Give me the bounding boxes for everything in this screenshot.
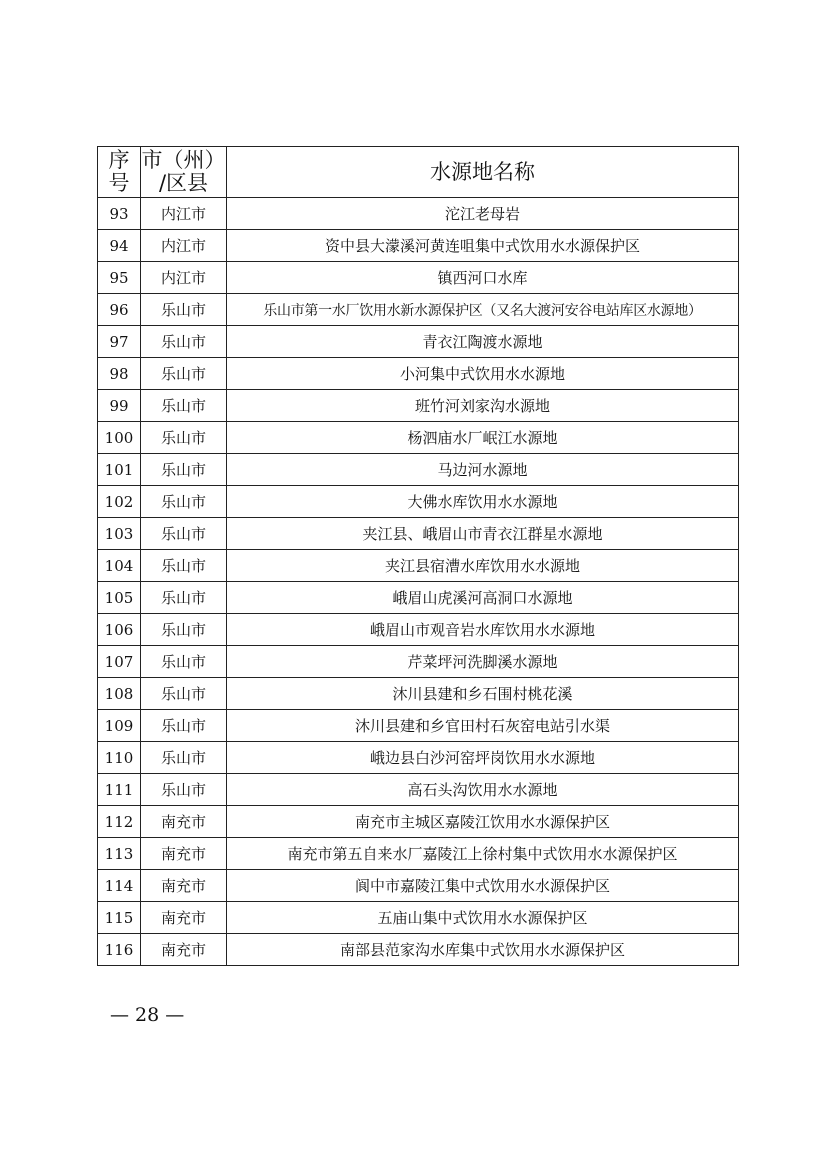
cell-city: 乐山市 — [141, 742, 227, 774]
cell-city: 乐山市 — [141, 646, 227, 678]
cell-source-name: 芹菜坪河洗脚溪水源地 — [227, 646, 739, 678]
cell-city: 南充市 — [141, 902, 227, 934]
header-city-district — [141, 147, 227, 198]
table-row — [98, 262, 739, 294]
cell-source-name: 乐山市第一水厂饮用水新水源保护区（又名大渡河安谷电站库区水源地） — [227, 294, 739, 326]
cell-source-name: 峨眉山虎溪河高洞口水源地 — [227, 582, 739, 614]
cell-serial-number: 95 — [98, 262, 141, 294]
cell-city: 乐山市 — [141, 422, 227, 454]
header-city-line2: /区县 — [158, 171, 209, 195]
cell-city: 乐山市 — [141, 294, 227, 326]
cell-source-name: 小河集中式饮用水水源地 — [227, 358, 739, 390]
cell-city: 内江市 — [141, 262, 227, 294]
cell-serial-number: 106 — [98, 614, 141, 646]
table-row — [98, 422, 739, 454]
cell-source-name: 南部县范家沟水库集中式饮用水水源保护区 — [227, 934, 739, 966]
cell-source-name: 资中县大濛溪河黄连咀集中式饮用水水源保护区 — [227, 230, 739, 262]
header-serial-line1: 序 — [108, 148, 130, 172]
cell-city: 乐山市 — [141, 710, 227, 742]
cell-city: 南充市 — [141, 870, 227, 902]
cell-source-name: 南充市主城区嘉陵江饮用水水源保护区 — [227, 806, 739, 838]
cell-source-name: 夹江县宿漕水库饮用水水源地 — [227, 550, 739, 582]
table-body — [98, 198, 739, 966]
cell-source-name: 大佛水库饮用水水源地 — [227, 486, 739, 518]
cell-source-name: 阆中市嘉陵江集中式饮用水水源保护区 — [227, 870, 739, 902]
cell-city: 南充市 — [141, 934, 227, 966]
table-row — [98, 518, 739, 550]
cell-serial-number: 104 — [98, 550, 141, 582]
table-row — [98, 230, 739, 262]
cell-city: 乐山市 — [141, 550, 227, 582]
table-header — [98, 147, 739, 198]
cell-serial-number: 98 — [98, 358, 141, 390]
cell-serial-number: 100 — [98, 422, 141, 454]
page-number: — 28 — — [110, 1004, 185, 1026]
table-row — [98, 742, 739, 774]
cell-serial-number: 97 — [98, 326, 141, 358]
cell-city: 乐山市 — [141, 358, 227, 390]
cell-serial-number: 102 — [98, 486, 141, 518]
table-row — [98, 358, 739, 390]
cell-source-name: 杨泗庙水厂岷江水源地 — [227, 422, 739, 454]
cell-source-name: 五庙山集中式饮用水水源保护区 — [227, 902, 739, 934]
cell-city: 乐山市 — [141, 486, 227, 518]
cell-serial-number: 115 — [98, 902, 141, 934]
table-row — [98, 806, 739, 838]
table-row — [98, 198, 739, 230]
table-row — [98, 934, 739, 966]
table-row — [98, 326, 739, 358]
cell-serial-number: 108 — [98, 678, 141, 710]
cell-serial-number: 105 — [98, 582, 141, 614]
cell-serial-number: 101 — [98, 454, 141, 486]
cell-serial-number: 107 — [98, 646, 141, 678]
cell-serial-number: 103 — [98, 518, 141, 550]
cell-city: 乐山市 — [141, 582, 227, 614]
cell-serial-number: 112 — [98, 806, 141, 838]
water-source-table — [97, 146, 739, 966]
table-row — [98, 582, 739, 614]
cell-serial-number: 110 — [98, 742, 141, 774]
cell-serial-number: 99 — [98, 390, 141, 422]
cell-source-name: 青衣江陶渡水源地 — [227, 326, 739, 358]
cell-city: 乐山市 — [141, 774, 227, 806]
cell-city: 南充市 — [141, 838, 227, 870]
table-row — [98, 902, 739, 934]
cell-source-name: 镇西河口水库 — [227, 262, 739, 294]
cell-city: 乐山市 — [141, 454, 227, 486]
cell-source-name: 沐川县建和乡官田村石灰窑电站引水渠 — [227, 710, 739, 742]
cell-source-name: 班竹河刘家沟水源地 — [227, 390, 739, 422]
table-row — [98, 678, 739, 710]
cell-source-name: 峨边县白沙河窑坪岗饮用水水源地 — [227, 742, 739, 774]
cell-source-name: 沐川县建和乡石围村桃花溪 — [227, 678, 739, 710]
table-row — [98, 838, 739, 870]
cell-source-name: 高石头沟饮用水水源地 — [227, 774, 739, 806]
cell-source-name: 夹江县、峨眉山市青衣江群星水源地 — [227, 518, 739, 550]
cell-source-name: 南充市第五自来水厂嘉陵江上徐村集中式饮用水水源保护区 — [227, 838, 739, 870]
header-serial-number — [98, 147, 141, 198]
cell-serial-number: 109 — [98, 710, 141, 742]
table-row — [98, 710, 739, 742]
cell-serial-number: 114 — [98, 870, 141, 902]
cell-city: 乐山市 — [141, 678, 227, 710]
cell-city: 南充市 — [141, 806, 227, 838]
cell-source-name: 马边河水源地 — [227, 454, 739, 486]
cell-serial-number: 113 — [98, 838, 141, 870]
table-row — [98, 550, 739, 582]
cell-serial-number: 111 — [98, 774, 141, 806]
cell-serial-number: 116 — [98, 934, 141, 966]
cell-serial-number: 93 — [98, 198, 141, 230]
cell-serial-number: 94 — [98, 230, 141, 262]
header-source-name: 水源地名称 — [227, 147, 739, 198]
cell-city: 乐山市 — [141, 390, 227, 422]
cell-city: 乐山市 — [141, 326, 227, 358]
cell-city: 乐山市 — [141, 518, 227, 550]
table-row — [98, 614, 739, 646]
table-row — [98, 454, 739, 486]
header-city-line1: 市（州） — [141, 148, 226, 172]
table-header-row — [98, 147, 739, 198]
table-row — [98, 486, 739, 518]
cell-city: 内江市 — [141, 230, 227, 262]
table-row — [98, 294, 739, 326]
cell-source-name: 峨眉山市观音岩水库饮用水水源地 — [227, 614, 739, 646]
cell-source-name: 沱江老母岩 — [227, 198, 739, 230]
cell-city: 内江市 — [141, 198, 227, 230]
table-row — [98, 646, 739, 678]
cell-city: 乐山市 — [141, 614, 227, 646]
header-serial-line2: 号 — [108, 171, 130, 195]
table-row — [98, 870, 739, 902]
cell-serial-number: 96 — [98, 294, 141, 326]
table-row — [98, 390, 739, 422]
table-row — [98, 774, 739, 806]
